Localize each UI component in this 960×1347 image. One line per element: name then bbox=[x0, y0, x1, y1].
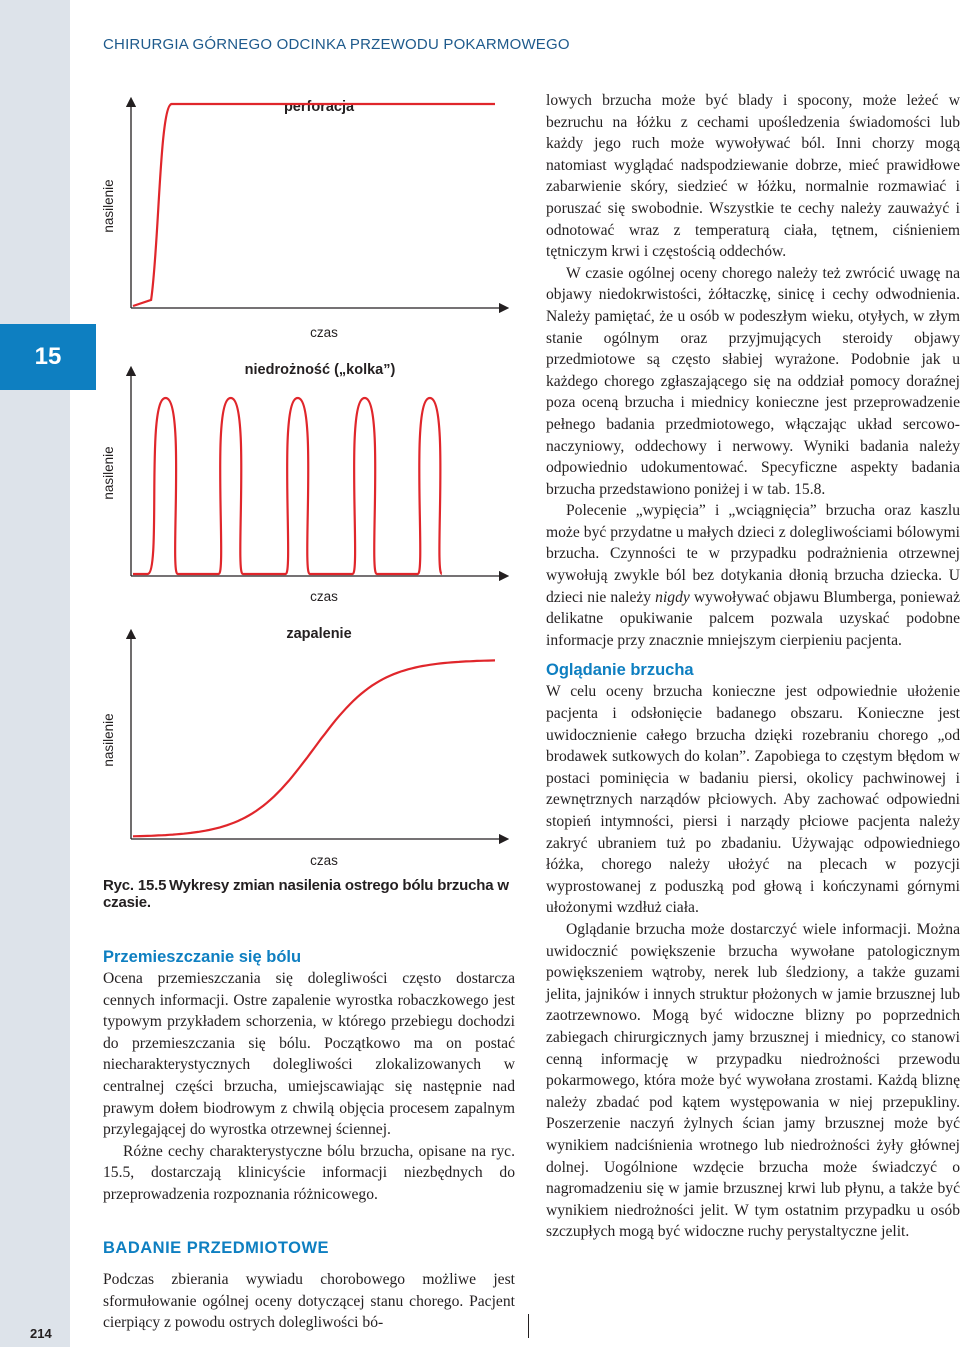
series-line-perforacja bbox=[133, 104, 495, 306]
emphasis: nigdy bbox=[655, 588, 690, 606]
paragraph: Oglądanie brzucha może dostarczyć wiele informacji. Można uwidocznić powiększenie brzucha wywołane patologicznym powiększeniem wątroby, nerek lub śledziony, a także guzami jelita, jajników i innych struktur płożonych w jamie brzusznej lub zaotrzewnowo. Mogą być widoczne blizny po poprzednich zabiegach chirurgicznych jamy brzusznej i miednicy, co stanowi cenną informację w przypadku niedrożności przewodu pokarmowego, która może być wywołana zrostami. Każdą bliznę należy zbadać pod kątem występowania w niej przepukliny. Poszerzenie naczyń żylnych ścian jamy brzusznej może być wynikiem nadciśnienia wrotnego lub niedrożności żyły głównej dolnej. Uogólnione wzdęcie brzucha może świadczyć o nagromadzeniu się w jamie brzusznej krwi lub płynu, a także być wynikiem niedrożności jelit. W tym ostatnim przypadku u osób szczupłych mogą być widoczne ruchy perystaltyczne jelit. bbox=[546, 920, 960, 1241]
paragraph: W celu oceny brzucha konieczne jest odpowiednie ułożenie pacjenta i odsłonięcie badanego obszaru. Konieczne jest uwidocznienie całego brzucha dzięki rozebraniu chorego „od brodawek sutkowych do kolan”. Zapobiega to częstym błędom w postaci pominięcia w badaniu piersi, okolicy pachwinowej i zewnętrznych narządów płciowych. Aby zachować odpowiedni stopień intymności, piersi i narządy płciowe pacjenta należy zakryć ubraniem tuż po zbadaniu. Używając odpowiedniego łóżka, chorego należy ułożyć na plecach w pozycji wyprostowanej z poduszką pod głową i kończynami górnymi ułożonymi wzdłuż ciała. bbox=[546, 683, 960, 917]
left-column bbox=[103, 946, 515, 1334]
chapter-sidebar bbox=[0, 0, 70, 1347]
y-label-2: nasilenie bbox=[101, 446, 116, 500]
paragraph: Różne cechy charakterystyczne bólu brzucha, opisane na ryc. 15.5, dostarczają klinicyście informacji niezbędnych do przeprowadzenia rozpoznania różnicowego. bbox=[103, 1142, 515, 1203]
x-label-3: czas bbox=[310, 853, 338, 868]
paragraph: lowych brzucha może być blady i spocony, może leżeć w bezruchu na łóżku z cechami upośledzenia świadomości lub każdy jego ruch może wywoływać ból. Inni chorzy mogą natomiast wyglądać nadspodziewanie dobrze, mieć prawidłowe zabarwienie skóry, siedzieć w łóżku, normalnie rozmawiać i poruszać się swobodnie. Wszystkie te cechy należy zauważyć i odnotować wraz z temperaturą ciała, tętnem, ciśnieniem tętniczym krwi i częstością oddechów. bbox=[546, 92, 960, 261]
text-run: Polecenie „wypięcia” i „wciągnięcia” brzucha oraz kaszlu może być przydatne u małych dzieci z dolegliwościami bólowymi brzucha. Czynności te w przypadku podrażnienia otrzewnej wywołują zwykle ból bez dotykania dłonią brzucha dziecka. U dzieci nie należy bbox=[546, 502, 960, 606]
series-line-niedroznosc bbox=[133, 398, 442, 574]
right-column bbox=[546, 90, 960, 1243]
paragraph: Ocena przemieszczania się dolegliwości często dostarcza cennych informacji. Ostre zapalenie wyrostka robaczkowego jest typowym przykładem schorzenia, w którego przebiegu dochodzi do przemieszczania się bólu. Początkowo ma on postać niecharakterystycznych dolegliwości zlokalizowanych w centralnej części brzucha, umiejscawiając się następnie nad prawym dołem biodrowym z chwilą objęcia procesem zapalnym przylegającej do wyrostka otrzewnej ściennej. bbox=[103, 970, 515, 1139]
chart-title-niedroznosc: niedrożność („kolka”) bbox=[244, 362, 396, 378]
figure-caption bbox=[103, 877, 543, 911]
section-heading-inspection: Oglądanie brzucha bbox=[546, 661, 694, 680]
x-label-1: czas bbox=[310, 325, 338, 340]
series-line-zapalenie bbox=[133, 660, 495, 836]
column-divider bbox=[528, 1314, 529, 1338]
y-label-3: nasilenie bbox=[101, 713, 116, 767]
section-heading-pain-migration: Przemieszczanie się bólu bbox=[103, 948, 302, 966]
chart-title-zapalenie: zapalenie bbox=[286, 626, 352, 642]
text-run: wywoływać objawu Blumberga, ponieważ delikatne opukiwanie palcem pozwala uzyskać podobne informacje przy znacznie mniejszym cierpieniu pacjenta. bbox=[546, 588, 960, 649]
y-label-1: nasilenie bbox=[101, 179, 116, 233]
paragraph bbox=[546, 500, 960, 651]
chart-title-perforacja: perforacja bbox=[283, 99, 355, 115]
x-label-2: czas bbox=[310, 589, 338, 604]
page-number: 214 bbox=[30, 1326, 52, 1341]
pain-charts-figure bbox=[70, 82, 530, 872]
running-header: CHIRURGIA GÓRNEGO ODCINKA PRZEWODU POKARMOWEGO bbox=[103, 36, 570, 53]
paragraph: W czasie ogólnej oceny chorego należy też zwrócić uwagę na objawy niedokrwistości, żółtaczkę, sinicę i cechy odwodnienia. Należy pamiętać, że u osób w podeszłym wieku, otyłych, w złym stanie ogólnym oraz przyjmujących steroidy objawy przedmiotowe są często słabiej wyrażone. Podobnie jak u każdego chorego zgłaszającego się na oddział pomocy doraźnej poza oceną brzucha i miednicy konieczne jest przeprowadzenie pełnego badania przedmiotowego, włączając układ sercowo-naczyniowy, oddechowy i nerwowy. Wyniki badania należy odpowiednio udokumentować. Specyficzne aspekty badania brzucha przedstawiono poniżej i w tab. 15.8. bbox=[546, 264, 960, 498]
chapter-number: 15 bbox=[34, 343, 62, 370]
paragraph: Podczas zbierania wywiadu chorobowego możliwe jest sformułowanie ogólnej oceny dotyczącej stanu chorego. Pacjent cierpiący z powodu ostrych dolegliwości bó- bbox=[103, 1271, 515, 1332]
caption-text: Wykresy zmian nasilenia ostrego bólu brzucha w czasie. bbox=[103, 877, 509, 911]
major-heading-physical-exam: BADANIE PRZEDMIOTOWE bbox=[103, 1238, 330, 1257]
caption-label: Ryc. 15.5 bbox=[103, 877, 167, 894]
